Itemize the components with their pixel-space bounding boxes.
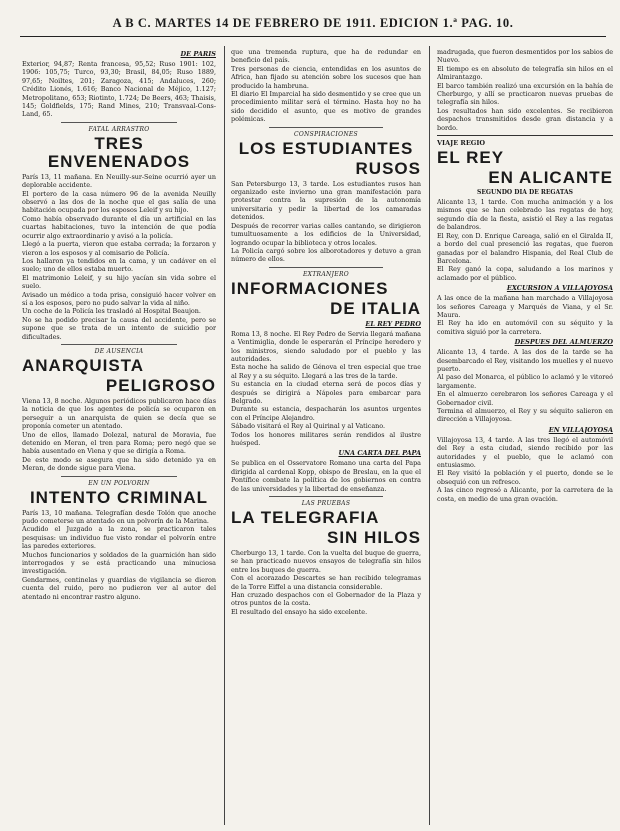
article-body: Alicante 13, 4 tarde. A las dos de la tarde se ha desembarcado el Rey, visitando los muelles y el nuevo puerto. Al paso del Monarca, el público lo aclamó y le vitoreó largamente. En el almuerzo cerebraron los señores Careaga y el Gobernador civil. Termina el almuerzo, el Rey y su séquito salieron en dirección a Villajoyosa. (437, 348, 613, 424)
headline-la-telegrafia: LA TELEGRAFIA (231, 508, 380, 528)
article-body: madrugada, que fueron desmentidos por los sabios de Nuevo. El tiempo es en absoluto de telegrafía sin hilos en el Almirantazgo. El barco también realizó una excursión en la bahía de Cherburgo, y allí se practicaron nuevas pruebas de telegrafía sin hilos. Los resultados han sido excelentes. Se recibieron despachos transmitidos desde gran distancia y a bordo. (437, 48, 613, 132)
headline-peligroso: PELIGROSO (105, 375, 216, 395)
column-divider (224, 46, 225, 825)
headline-informaciones: INFORMACIONES (231, 278, 389, 298)
subsection-label: EN VILLAJOYOSA (548, 425, 613, 434)
headline-de-italia: DE ITALIA (330, 298, 421, 318)
headline-intento-criminal: INTENTO CRIMINAL (29, 487, 209, 507)
divider (269, 127, 383, 128)
divider (437, 135, 613, 136)
section-label: FATAL ARRASTRO (88, 125, 150, 133)
article-body: París 13, 11 mañana. En Neuilly-sur-Seine ocurrió ayer un deplorable accidente. El portero de la casa número 96 de la avenida Neuilly observó a las dos de la noche que el gas salía de una habitación ocupada por los esposos Leleif y su hijo. Como había observado durante el día un artificial en las cuartas habitaciones, tuvo la intención de que podía ocurrir algo extraordinario y avisó a la policía. Llegó a la puerta, vieron que estaba cerrada; la forzaron y vieron a los esposos y al comisario de Policía. Los hallaron ya tendidos en la cama, y un cadáver en el suelo; uno de ellos estaba muerto. El matrimonio Leleif, y su hijo yacían sin vida sobre el suelo. Avisado un médico a toda prisa, consiguió hacer volver en sí a los esposos, pero no pudo salvar la vida al niño. Un coche de la Policía les trasladó al Hospital Beaujon. No se ha podido precisar la causa del accidente, pero se supone que se trata de un intento de suicidio por dificultades. (22, 172, 216, 341)
article-body: Roma 13, 8 noche. El Rey Pedro de Servia llegará mañana a Ventimiglia, donde le esperarán el Príncipe heredero y los ministros, siendo saludado por el pueblo y las autoridades. Esta noche ha salido de Génova el tren especial que trae al Rey y a su séquito. Llegará a las tres de la tarde. Su estancia en la ciudad eterna será de pocos días y después se dirigirá a Nápoles para embarcar para Belgrado. Durante su estancia, despacharán los asuntos urgentes con el Príncipe Alejandro. Sábado visitará el Rey al Quirinal y al Vaticano. Todos los honores militares serán rendidos al ilustre huésped. (231, 329, 421, 447)
section-label: EXTRANJERO (303, 270, 349, 278)
headline-anarquista: ANARQUISTA (22, 355, 145, 375)
headline-rusos: RUSOS (355, 158, 421, 178)
paris-stock-quotes: Exterior, 94,87; Renta francesa, 95,52; Ruso 1901: 102, 1906: 105,75; Turco, 93,30; Brasil, 84,05; Ruso 1889, 97,65; Noiltes, 201; Zaragoza, 415; Andaluces, 260; Crédito Lionés, 1.616; Banco Nacional de Méjico, 1.127; Metropolitano, 653; Riotinto, 1.724; De Beers, 463; Thaisis, 145; Goldfields, 175; Rand Mines, 210; Transvaal-Cons-Land, 65. (22, 60, 216, 119)
subsection-label: UNA CARTA DEL PAPA (338, 449, 421, 458)
paris-label: DE PARIS (180, 50, 216, 58)
article-body: que una tremenda ruptura, que ha de redundar en beneficio del país. Tres personas de ciencia, entendidas en los asuntos de Africa, han fijado su atención sobre los sucesos que han producido la hambruna. El diario El Imparcial ha sido desmentido y se cree que un procedimiento militar será el término. Hasta hoy no ha sido decidido el asunto, que es motivo de grandes polémicas. (231, 48, 421, 124)
column-3 (437, 48, 613, 825)
column-2 (231, 48, 421, 825)
headline-los-estudiantes: LOS ESTUDIANTES (238, 138, 414, 158)
article-body: París 13, 10 mañana. Telegrafían desde Tolón que anoche pudo cometerse un atentado en un polvorín de la Marina. Acudido el Juzgado a la zona, se practicaron tales pesquisas: un individuo fue visto rondar el polvorín entre las paredes exteriores. Muchos funcionarios y soldados de la guarnición han sido interrogados y se está practicando una minuciosa investigación. Gendarmes, centinelas y guardias de vigilancia se dieron cuenta del ruido, pero no pudieron ver al autor del atentado ni encontrar rastro alguno. (22, 508, 216, 601)
section-label: CONSPIRACIONES (294, 130, 358, 138)
divider (61, 476, 177, 477)
divider (61, 344, 177, 345)
divider (61, 122, 177, 123)
article-body: Villajoyosa 13, 4 tarde. A las tres llegó el automóvil del Rey a esta ciudad, siendo recibido por las autoridades y el pueblo, que le aclamó con entusiasmo. El Rey visitó la población y el puerto, donde se le obsequió con un refresco. A las cinco regresó a Alicante, por la carretera de la costa, en medio de una gran ovación. (437, 435, 613, 503)
subheadline: SEGUNDO DIA DE REGATAS (476, 189, 574, 197)
column-1 (22, 48, 216, 825)
article-body: Viena 13, 8 noche. Algunos periódicos publicaron hace días la noticia de que los agentes de policía se ocuparon en perseguir a un anarquista de quien se decía que se proponía cometer un atentado. Uno de ellos, llamado Dolezal, natural de Moravia, fue detenido en Meran, el tren para Roma; pero negó que se había ausentado en Viena y que se dirigía a Roma. De este modo se asegura que ha sido detenido ya en Meran, de donde sigue para Viena. (22, 396, 216, 473)
headline-el-rey: EL REY (437, 148, 505, 168)
article-body: A las once de la mañana han marchado a Villajoyosa los señores Careaga y Marqués de Viana, y el Sr. Maura. El Rey ha ido en automóvil con su séquito y la comitiva siguió por la carretera. (437, 294, 613, 336)
divider (269, 267, 383, 268)
article-body: Cherburgo 13, 1 tarde. Con la vuelta del buque de guerra, se han practicado nuevos ensayos de telegrafía sin hilos entre los buques de guerra. Con el acorazado Descartes se han recibido telegramas de la Torre Eiffel a una distancia considerable. Han cruzado despachos con el Gobernador de la Plaza y otros puntos de la costa. El resultado del ensayo ha sido excelente. (231, 549, 421, 616)
subsection-label: EL REY PEDRO (365, 319, 421, 328)
divider (269, 496, 383, 497)
section-label: EN UN POLVORIN (88, 479, 150, 487)
subsection-label: DESPUES DEL ALMUERZO (514, 338, 613, 347)
headline-en-alicante: EN ALICANTE (488, 168, 613, 188)
subsection-label: EXCURSION A VILLAJOYOSA (506, 284, 613, 293)
article-body: Se publica en el Osservatore Romano una carta del Papa dirigida al cardenal Kopp, obispo de Breslau, en la que el Pontífice combate la política de los gobiernos en contra de las universidades y la libertad de enseñanza. (231, 459, 421, 493)
section-label: DE AUSENCIA (94, 347, 144, 355)
article-body: Alicante 13, 1 tarde. Con mucha animación y a los mismos que se han celebrado las regatas de hoy, segundo día de la fiesta, asistió el Rey a las regatas de balandros. El Rey, con D. Enrique Careaga, salió en el Giralda II, a bordo del cual presenció las regatas, que fueron ganadas por el balandro Hispania, del Real Club de Barcelona. El Rey ganó la copa, saludando a los marinos y aclamado por el público. (437, 198, 613, 282)
headline-tres-envenenados: TRES ENVENENADOS (47, 133, 191, 171)
column-divider (429, 46, 430, 825)
section-label: LAS PRUEBAS (301, 500, 351, 508)
section-label: VIAJE REGIO (437, 139, 486, 148)
headline-sin-hilos: SIN HILOS (326, 528, 421, 548)
masthead: A B C. MARTES 14 DE FEBRERO DE 1911. EDICION 1.ª PAG. 10. (20, 10, 606, 37)
article-body: San Petersburgo 13, 3 tarde. Los estudiantes rusos han organizado este invierno una gran manifestación para protestar contra la supresión de la autonomía universitaria y pedir la libertad de los camaradas detenidos. Después de recorrer varias calles cantando, se dirigieron tumultuosamente a los edificios de la Universidad, logrando ocupar la biblioteca y otros locales. La Policía cargó sobre los alborotadores y detuvo a gran número de ellos. (231, 179, 421, 264)
